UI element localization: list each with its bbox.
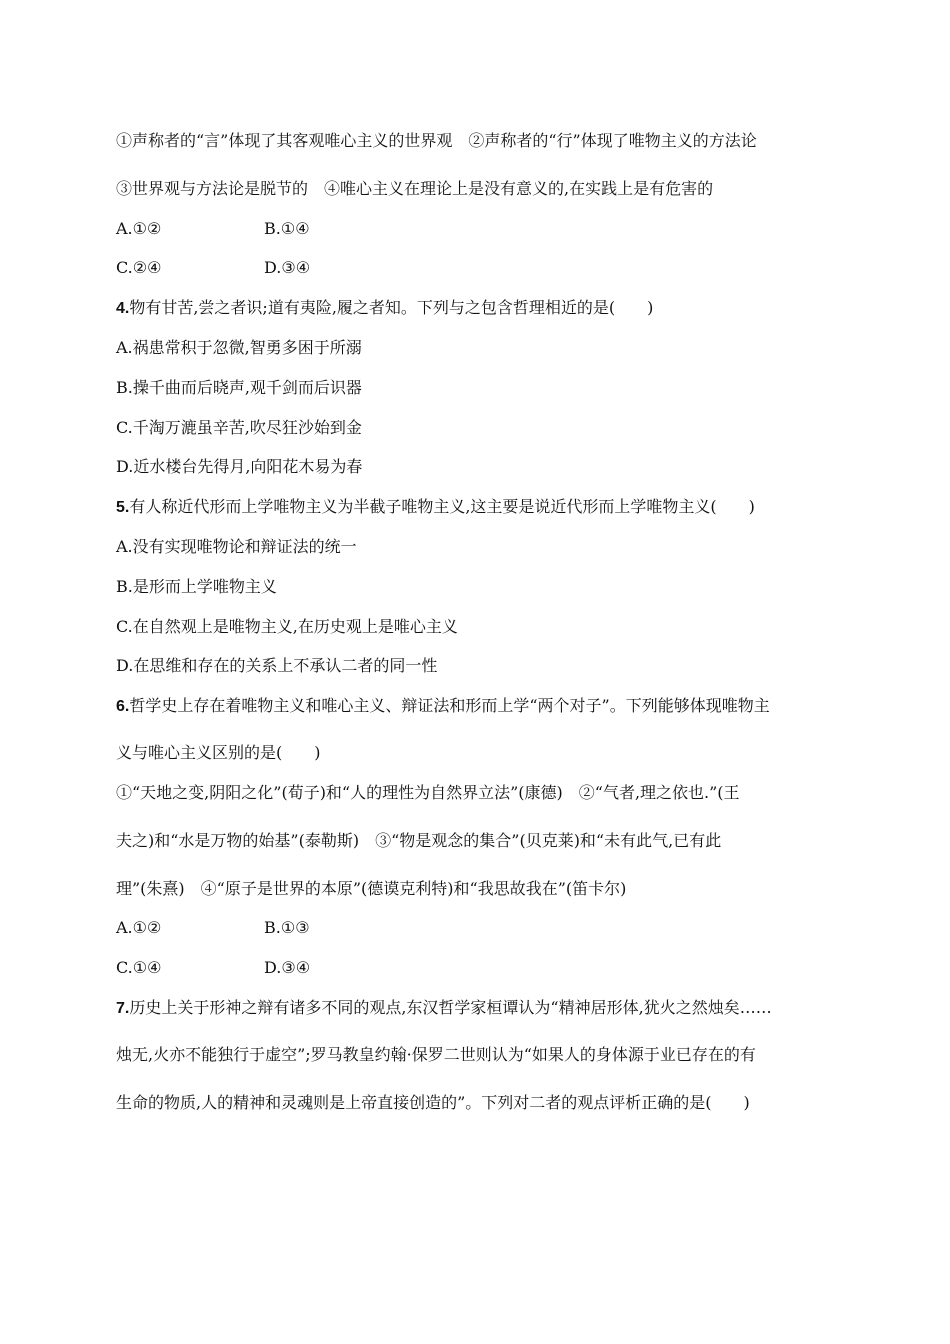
q6-statements-line-3: 理”(朱熹) ④“原子是世界的本原”(德谟克利特)和“我思故我在”(笛卡尔): [116, 879, 627, 898]
q4-option-d: D.近水楼台先得月,向阳花木易为春: [116, 457, 363, 476]
q5-number: 5.: [116, 499, 130, 516]
q6-stem-1: 哲学史上存在着唯物主义和唯心主义、辩证法和形而上学“两个对子”。下列能够体现唯物主: [129, 696, 770, 715]
q7-number: 7.: [116, 1000, 130, 1017]
q5-option-d: D.在思维和存在的关系上不承认二者的同一性: [116, 656, 438, 675]
q4-stem-line: [116, 298, 653, 319]
q6-statements-line-1: ①“天地之变,阴阳之化”(荀子)和“人的理性为自然界立法”(康德) ②“气者,理之依也.”(王: [116, 783, 740, 802]
q6-option-a: A.①②: [116, 918, 162, 937]
q5-option-c: C.在自然观上是唯物主义,在历史观上是唯心主义: [116, 617, 458, 636]
q6-statements-line-2: 夫之)和“水是万物的始基”(泰勒斯) ③“物是观念的集合”(贝克莱)和“未有此气,已有此: [116, 831, 722, 850]
q3-statement-1-2: ①声称者的“言”体现了其客观唯心主义的世界观 ②声称者的“行”体现了唯物主义的方法论: [116, 131, 757, 150]
q5-stem: 有人称近代形而上学唯物主义为半截子唯物主义,这主要是说近代形而上学唯物主义( ): [129, 497, 755, 516]
q5-stem-line: [116, 497, 755, 518]
q4-option-a: A.祸患常积于忽微,智勇多困于所溺: [116, 338, 362, 357]
q5-option-b: B.是形而上学唯物主义: [116, 577, 277, 596]
q3-option-d: D.③④: [264, 258, 311, 277]
q3-statement-3-4: ③世界观与方法论是脱节的 ④唯心主义在理论上是没有意义的,在实践上是有危害的: [116, 179, 714, 198]
q6-option-b: B.①③: [264, 918, 310, 937]
q4-option-c: C.千淘万漉虽辛苦,吹尽狂沙始到金: [116, 418, 362, 437]
q3-option-b: B.①④: [264, 219, 310, 238]
q4-number: 4.: [116, 300, 130, 317]
q4-option-b: B.操千曲而后晓声,观千剑而后识器: [116, 378, 362, 397]
q4-stem: 物有甘苦,尝之者识;道有夷险,履之者知。下列与之包含哲理相近的是( ): [129, 298, 654, 317]
q6-number: 6.: [116, 698, 130, 715]
q6-option-c: C.①④: [116, 958, 162, 977]
q3-option-a: A.①②: [116, 219, 162, 238]
q7-stem-1: 历史上关于形神之辩有诸多不同的观点,东汉哲学家桓谭认为“精神居形体,犹火之然烛矣……: [129, 998, 772, 1017]
q7-stem-line-3: 生命的物质,人的精神和灵魂则是上帝直接创造的”。下列对二者的观点评析正确的是( ): [116, 1093, 750, 1112]
q6-stem-line-2: 义与唯心主义区别的是( ): [116, 743, 321, 762]
q7-stem-line-2: 烛无,火亦不能独行于虚空”;罗马教皇约翰·保罗二世则认为“如果人的身体源于业已存在的有: [116, 1045, 756, 1064]
q7-stem-line-1: [116, 998, 772, 1019]
q6-option-d: D.③④: [264, 958, 311, 977]
q6-stem-line-1: [116, 696, 770, 717]
q5-option-a: A.没有实现唯物论和辩证法的统一: [116, 537, 357, 556]
q3-option-c: C.②④: [116, 258, 162, 277]
